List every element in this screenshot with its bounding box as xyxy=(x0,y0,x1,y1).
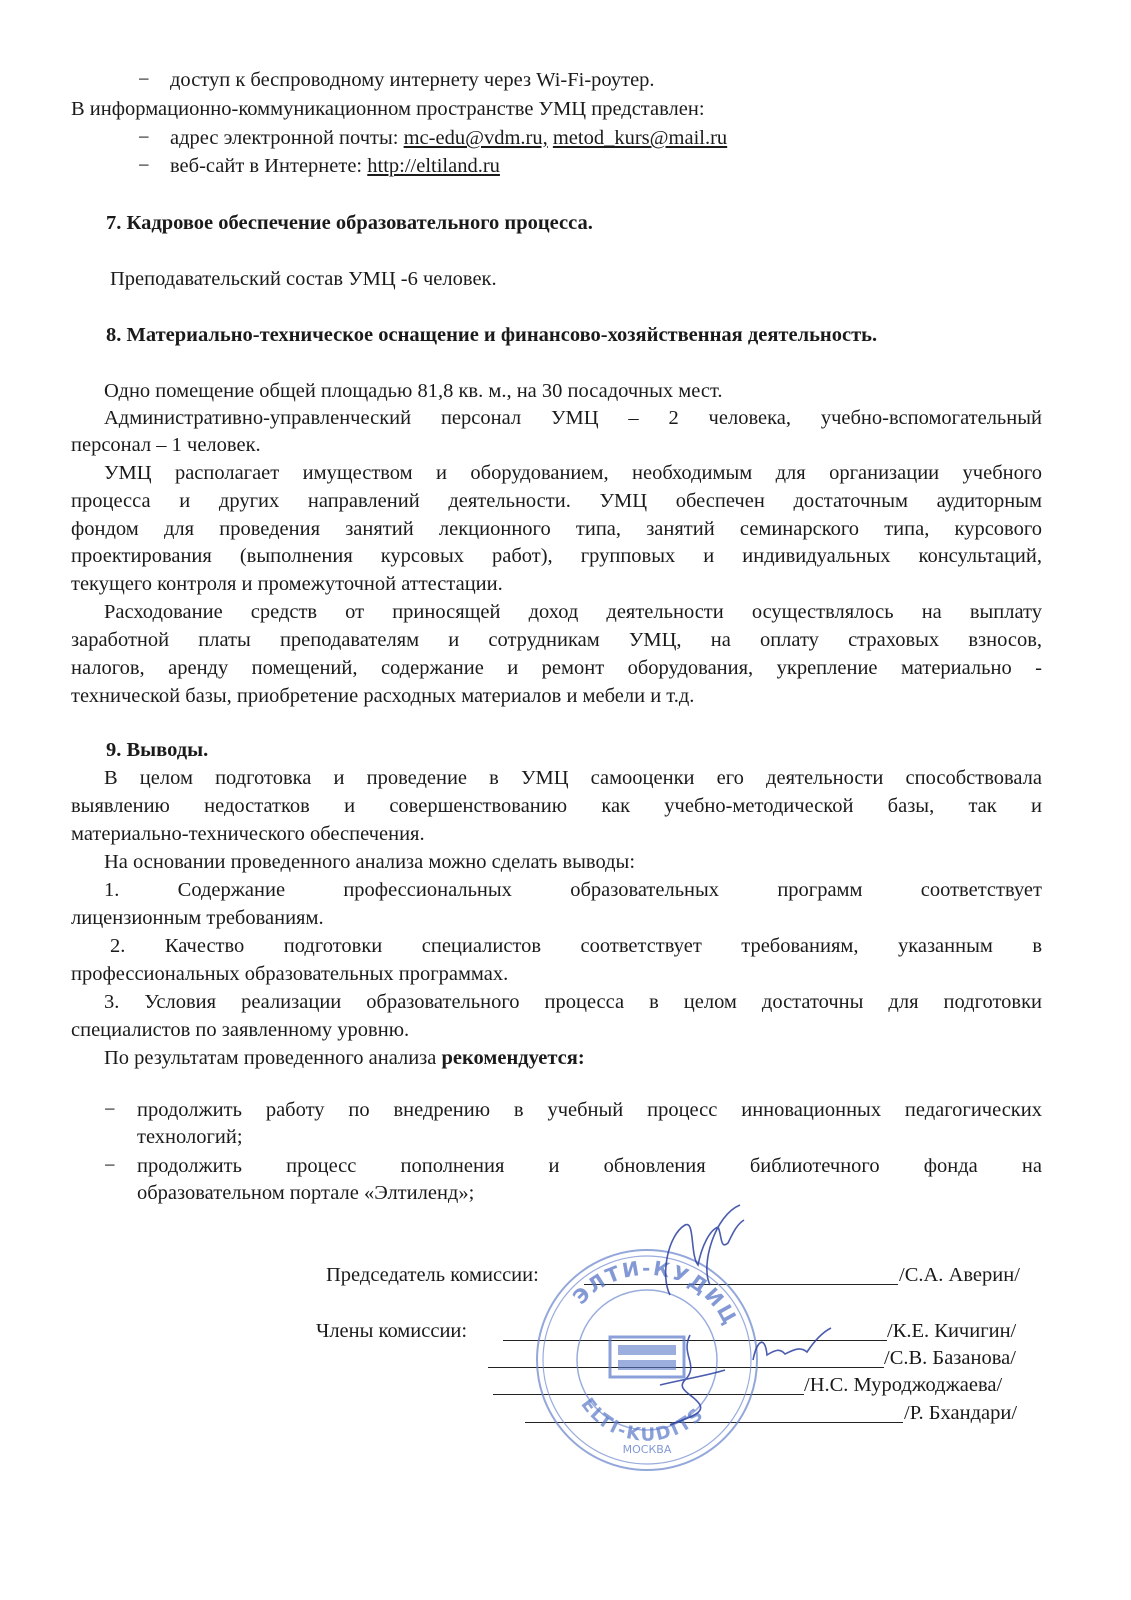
paragraph-line: персонал – 1 человек. xyxy=(71,434,261,456)
paragraph-line: налогов, аренду помещений, содержание и ремонт оборудования, укрепление материально - xyxy=(71,657,1042,679)
recommendation-2: продолжить процесс пополнения и обновления библиотечного фонда на xyxy=(137,1155,1042,1177)
dash-marker: − xyxy=(138,69,150,91)
chair-label: Председатель комиссии: xyxy=(326,1264,539,1286)
section-7-heading: 7. Кадровое обеспечение образовательного процесса. xyxy=(106,212,593,234)
email-line xyxy=(170,125,727,151)
website-link[interactable]: http://eltiland.ru xyxy=(367,155,500,177)
paragraph-line: УМЦ располагает имуществом и оборудованием, необходимым для организации учебного xyxy=(104,462,1042,484)
dash-marker: − xyxy=(138,127,150,149)
paragraph-line: технической базы, приобретение расходных материалов и мебели и т.д. xyxy=(71,685,695,707)
paragraph-line: заработной платы преподавателям и сотрудникам УМЦ, на оплату страховых взносов, xyxy=(71,629,1042,651)
paragraph-line: Одно помещение общей площадью 81,8 кв. м., на 30 посадочных мест. xyxy=(104,380,723,402)
section-8-heading: 8. Материально-техническое оснащение и финансово-хозяйственная деятельность. xyxy=(106,324,878,346)
member-signature xyxy=(640,1325,740,1435)
conclusion-2: 2. Качество подготовки специалистов соответствует требованиям, указанным в xyxy=(110,935,1042,957)
recommendation-2-cont: образовательном портале «Элтиленд»; xyxy=(137,1182,475,1204)
dash-marker: − xyxy=(104,1155,116,1177)
stamp-text-bottom: ELTI-KUDITS xyxy=(576,1394,709,1446)
member-signature xyxy=(745,1320,835,1380)
members-label: Члены комиссии: xyxy=(316,1320,468,1342)
section-7-text: Преподавательский состав УМЦ -6 человек. xyxy=(110,268,497,290)
email-link-2[interactable]: metod_kurs@mail.ru xyxy=(552,127,728,149)
dash-marker: − xyxy=(138,155,150,177)
recommendation-1-cont: технологий; xyxy=(137,1126,243,1148)
dash-marker: − xyxy=(104,1099,116,1121)
paragraph-line: Административно-управленческий персонал УМЦ – 2 человека, учебно-вспомогательный xyxy=(104,407,1042,429)
member-4-name: /Р. Бхандари/ xyxy=(904,1402,1018,1424)
conclusion-3-cont: специалистов по заявленному уровню. xyxy=(71,1019,410,1041)
website-prefix: веб-сайт в Интернете: xyxy=(170,155,368,177)
paragraph-line: Расходование средств от приносящей доход деятельности осуществлялось на выплату xyxy=(104,601,1042,623)
paragraph-line: процесса и других направлений деятельности. УМЦ обеспечен достаточным аудиторным xyxy=(71,490,1042,512)
info-intro: В информационно-коммуникационном пространстве УМЦ представлен: xyxy=(71,98,705,120)
paragraph-line: На основании проведенного анализа можно сделать выводы: xyxy=(104,851,636,873)
email-link-1[interactable]: mc-edu@vdm.ru, xyxy=(403,127,548,149)
section-9-heading: 9. Выводы. xyxy=(106,739,209,761)
conclusion-1: 1. Содержание профессиональных образовательных программ соответствует xyxy=(104,879,1042,901)
paragraph-line: текущего контроля и промежуточной аттестации. xyxy=(71,573,503,595)
paragraph-line: материально-технического обеспечения. xyxy=(71,823,425,845)
chair-signature xyxy=(640,1195,760,1305)
recommendation-intro xyxy=(104,1045,585,1071)
rec-prefix: По результатам проведенного анализа xyxy=(104,1047,442,1069)
member-2-name: /С.В. Базанова/ xyxy=(884,1347,1016,1369)
stamp-text-top: ЭЛТИ-КУДИЦ xyxy=(567,1255,743,1330)
stamp-city: МОСКВА xyxy=(622,1443,672,1456)
email-prefix: адрес электронной почты: xyxy=(170,127,404,149)
member-1-name: /К.Е. Кичигин/ xyxy=(887,1320,1017,1342)
paragraph-line: В целом подготовка и проведение в УМЦ самооценки его деятельности способствовала xyxy=(104,767,1042,789)
conclusion-3: 3. Условия реализации образовательного процесса в целом достаточны для подготовки xyxy=(104,991,1042,1013)
recommendation-1: продолжить работу по внедрению в учебный процесс инновационных педагогических xyxy=(137,1099,1042,1121)
conclusion-1-cont: лицензионным требованиям. xyxy=(71,907,324,929)
rec-bold: рекомендуется: xyxy=(441,1047,585,1069)
paragraph-line: проектирования (выполнения курсовых работ), групповых и индивидуальных консультаций, xyxy=(71,545,1042,567)
chair-name: /С.А. Аверин/ xyxy=(899,1264,1020,1286)
conclusion-2-cont: профессиональных образовательных программах. xyxy=(71,963,509,985)
member-3-name: /Н.С. Муроджоджаева/ xyxy=(804,1374,1003,1396)
wifi-line: доступ к беспроводному интернету через Wi-Fi-роутер. xyxy=(170,69,655,91)
website-line xyxy=(170,153,500,179)
paragraph-line: выявлению недостатков и совершенствованию как учебно-методической базы, так и xyxy=(71,795,1042,817)
paragraph-line: фондом для проведения занятий лекционного типа, занятий семинарского типа, курсового xyxy=(71,518,1042,540)
